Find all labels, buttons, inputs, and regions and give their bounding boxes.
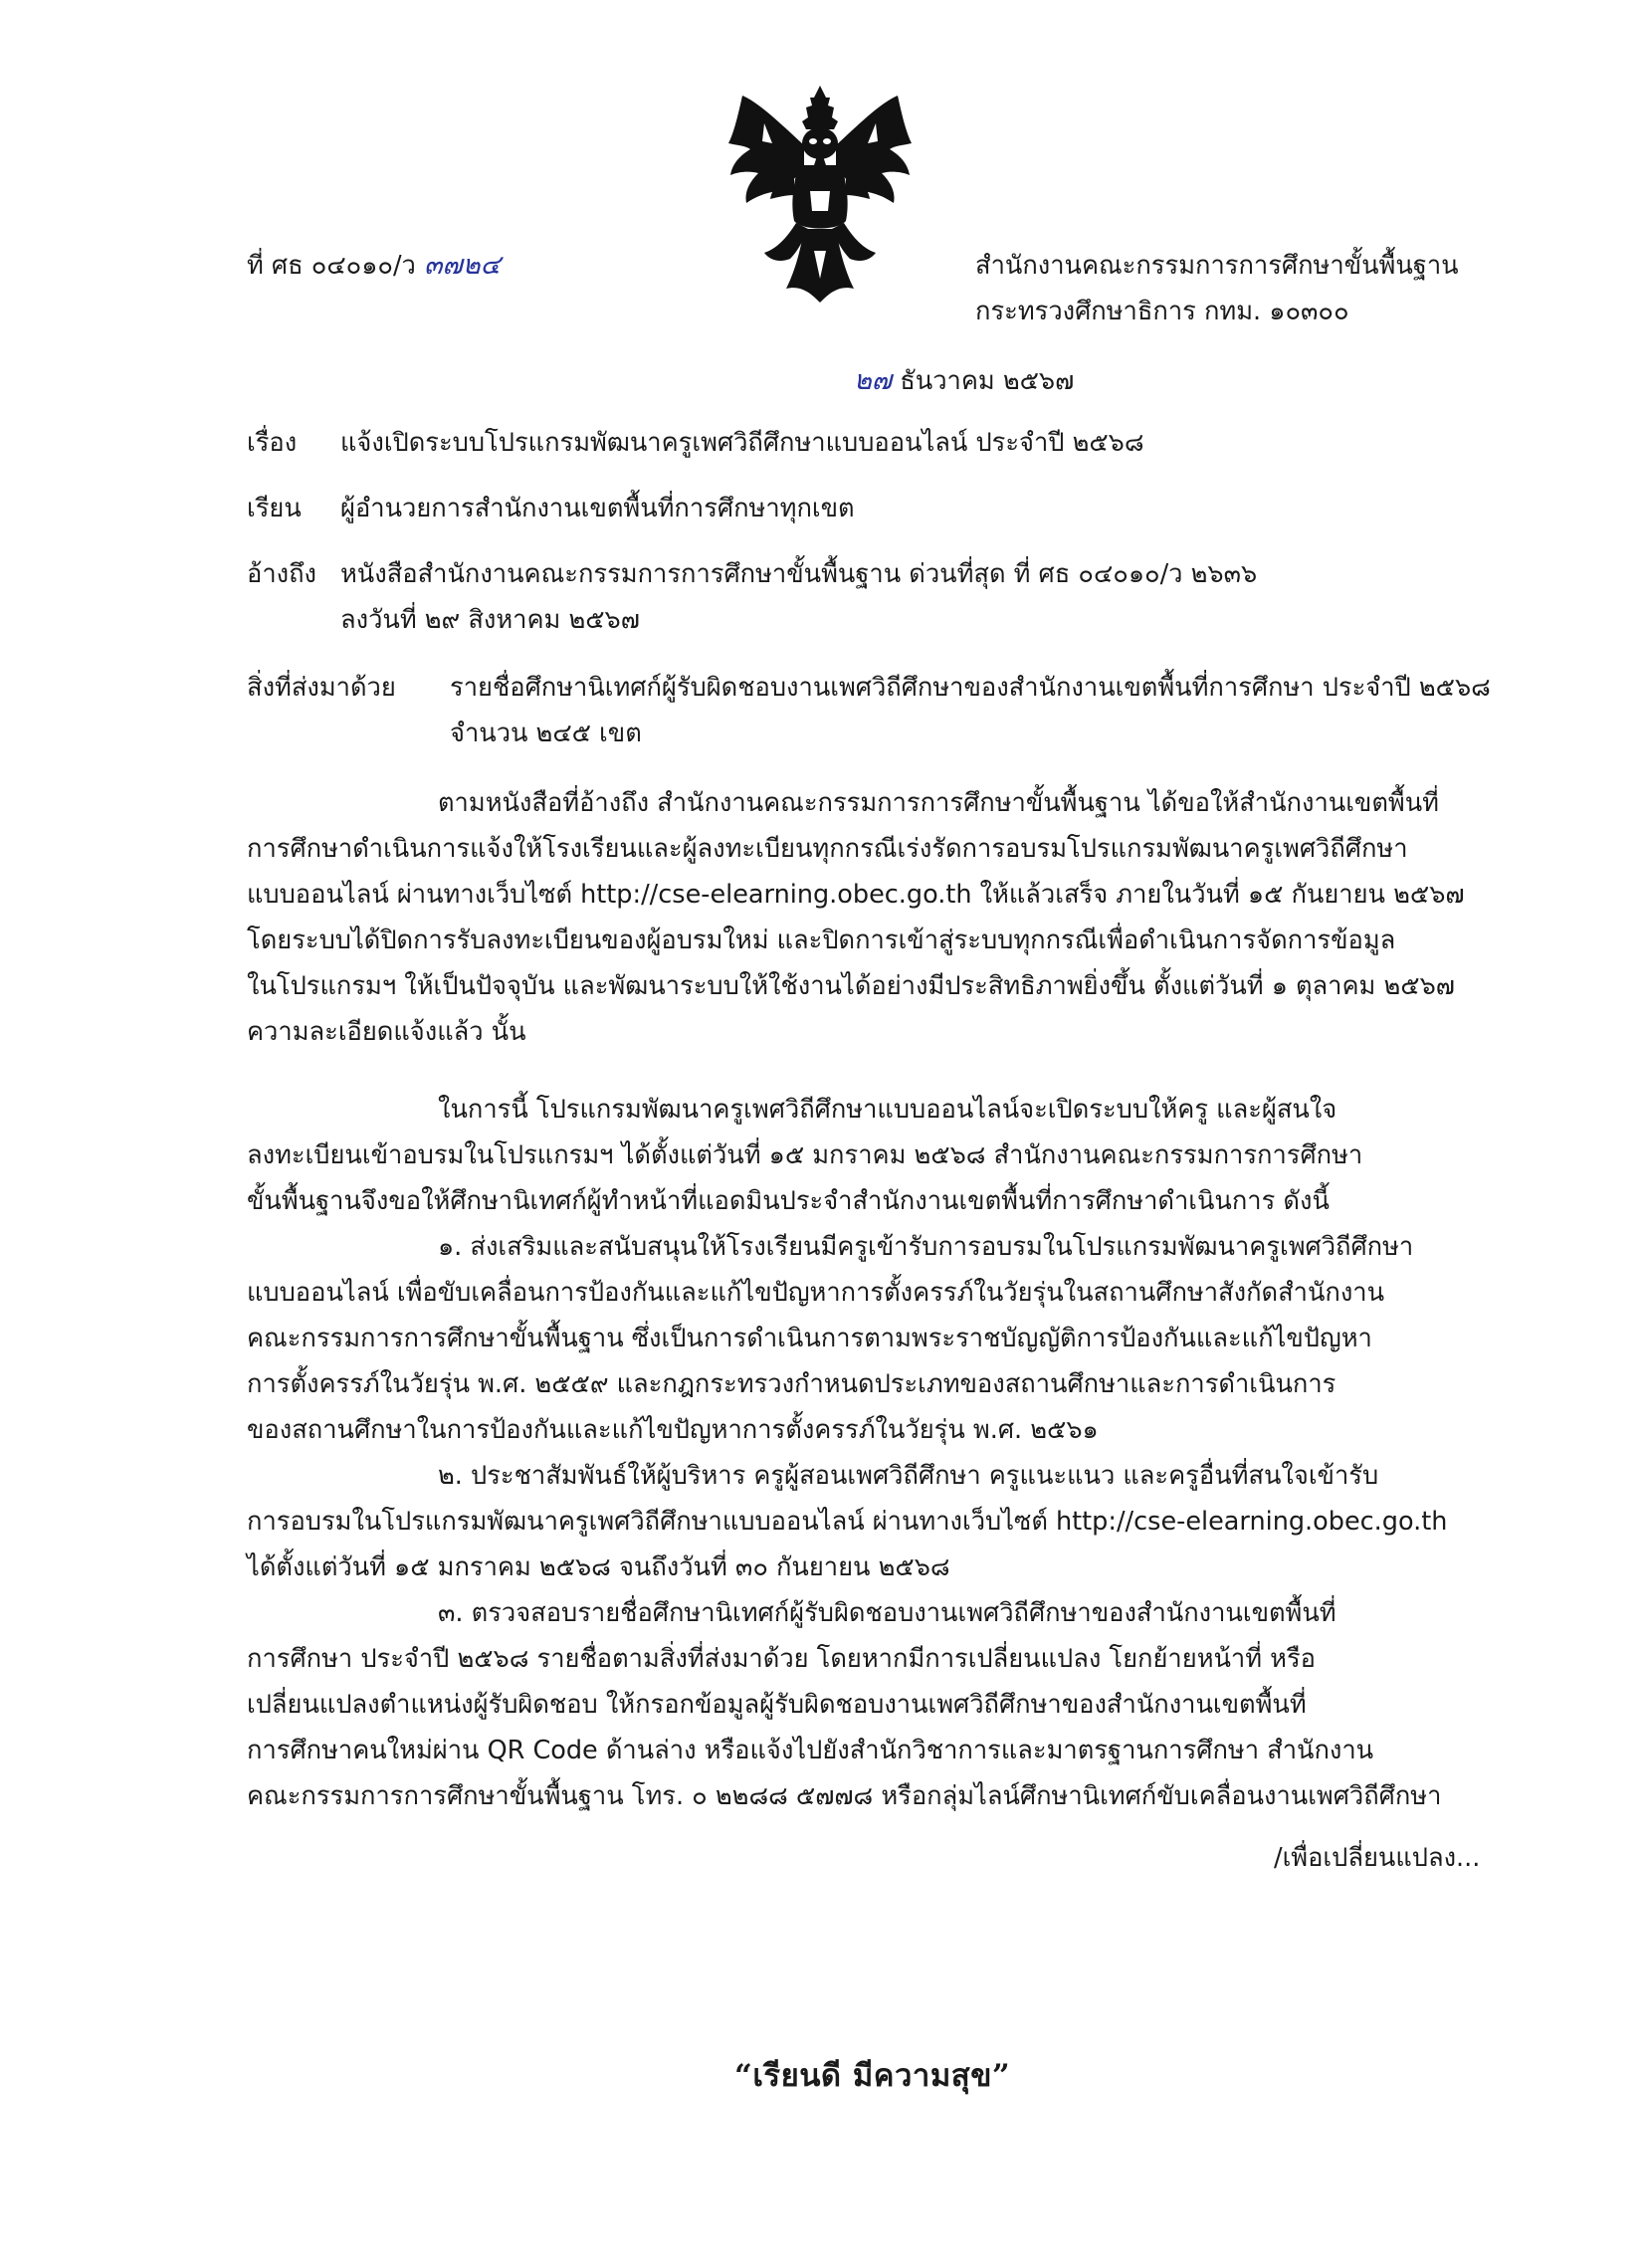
paragraph-1-line: โดยระบบได้ปิดการรับลงทะเบียนของผู้อบรมใหม่ และปิดการเข้าสู่ระบบทุกกรณีเพื่อดำเนินการจัดการข้อมูล (247, 926, 1396, 955)
letter-date (854, 364, 1074, 398)
paragraph-2-line: ขั้นพื้นฐานจึงขอให้ศึกษานิเทศก์ผู้ทำหน้าที่แอดมินประจำสำนักงานเขตพื้นที่การศึกษาดำเนินการ ดังนี้ (247, 1186, 1330, 1216)
item-1-line: คณะกรรมการการศึกษาขั้นพื้นฐาน ซึ่งเป็นการดำเนินการตามพระราชบัญญัติการป้องกันและแก้ไขปัญหา (247, 1324, 1372, 1353)
garuda-emblem-icon (724, 84, 916, 305)
paragraph-1-line: แบบออนไลน์ ผ่านทางเว็บไซต์ http://cse-elearning.obec.go.th ให้แล้วเสร็จ ภายในวันที่ ๑๕ กันยายน ๒๕๖๗ (247, 880, 1465, 910)
paragraph-1-line: ตามหนังสือที่อ้างถึง สำนักงานคณะกรรมการการศึกษาขั้นพื้นฐาน ได้ขอให้สำนักงานเขตพื้นที่ (438, 788, 1439, 818)
subject-label: เรื่อง (247, 428, 298, 458)
item-1-line: การตั้งครรภ์ในวัยรุ่น พ.ศ. ๒๕๕๙ และกฎกระทรวงกำหนดประเภทของสถานศึกษาและการดำเนินการ (247, 1369, 1337, 1399)
paragraph-2-line: ในการนี้ โปรแกรมพัฒนาครูเพศวิถีศึกษาแบบออนไลน์จะเปิดระบบให้ครู และผู้สนใจ (438, 1095, 1337, 1125)
org-name: สำนักงานคณะกรรมการการศึกษาขั้นพื้นฐาน (975, 251, 1459, 281)
to-label: เรียน (247, 494, 302, 523)
item-1-line: ๑. ส่งเสริมและสนับสนุนให้โรงเรียนมีครูเข้ารับการอบรมในโปรแกรมพัฒนาครูเพศวิถีศึกษา (438, 1232, 1414, 1262)
reference-text-line2: ลงวันที่ ๒๙ สิงหาคม ๒๕๖๗ (340, 605, 640, 635)
continuation-marker: /เพื่อเปลี่ยนแปลง... (1274, 1843, 1481, 1873)
date-month-year: ธันวาคม ๒๕๖๗ (900, 366, 1075, 396)
item-2-line: ได้ตั้งแต่วันที่ ๑๕ มกราคม ๒๕๖๘ จนถึงวันที่ ๓๐ กันยายน ๒๕๖๘ (247, 1552, 950, 1582)
reference-number (247, 249, 501, 283)
item-1-line: ของสถานศึกษาในการป้องกันและแก้ไขปัญหาการตั้งครรภ์ในวัยรุ่น พ.ศ. ๒๕๖๑ (247, 1415, 1099, 1445)
reference-prefix: ที่ ศธ ๐๔๐๑๐/ว (247, 251, 416, 281)
enclosure-line2: จำนวน ๒๔๕ เขต (450, 719, 642, 748)
handwritten-reference-number: ๓๗๒๔ (423, 250, 501, 281)
subject-text: แจ้งเปิดระบบโปรแกรมพัฒนาครูเพศวิถีศึกษาแบบออนไลน์ ประจำปี ๒๕๖๘ (340, 428, 1144, 458)
item-3-line: เปลี่ยนแปลงตำแหน่งผู้รับผิดชอบ ให้กรอกข้อมูลผู้รับผิดชอบงานเพศวิถีศึกษาของสำนักงานเขตพื้นที่ (247, 1690, 1307, 1720)
org-address: กระทรวงศึกษาธิการ กทม. ๑๐๓๐๐ (975, 297, 1349, 326)
item-2-line: ๒. ประชาสัมพันธ์ให้ผู้บริหาร ครูผู้สอนเพศวิถีศึกษา ครูแนะแนว และครูอื่นที่สนใจเข้ารับ (438, 1461, 1379, 1491)
item-3-line: คณะกรรมการการศึกษาขั้นพื้นฐาน โทร. ๐ ๒๒๘๘ ๕๗๗๘ หรือกลุ่มไลน์ศึกษานิเทศก์ขับเคลื่อนงานเพศวิถีศึกษา (247, 1781, 1442, 1811)
handwritten-date-day: ๒๗ (854, 365, 893, 396)
item-3-line: การศึกษา ประจำปี ๒๕๖๘ รายชื่อตามสิ่งที่ส่งมาด้วย โดยหากมีการเปลี่ยนแปลง โยกย้ายหน้าที่ หรือ (247, 1644, 1316, 1674)
reference-text-line1: หนังสือสำนักงานคณะกรรมการการศึกษาขั้นพื้นฐาน ด่วนที่สุด ที่ ศธ ๐๔๐๑๐/ว ๒๖๓๖ (340, 559, 1258, 589)
paragraph-2-line: ลงทะเบียนเข้าอบรมในโปรแกรมฯ ได้ตั้งแต่วันที่ ๑๕ มกราคม ๒๕๖๘ สำนักงานคณะกรรมการการศึกษา (247, 1140, 1363, 1170)
item-2-line: การอบรมในโปรแกรมพัฒนาครูเพศวิถีศึกษาแบบออนไลน์ ผ่านทางเว็บไซต์ http://cse-elearning.obec.go.th (247, 1507, 1448, 1537)
to-text: ผู้อำนวยการสำนักงานเขตพื้นที่การศึกษาทุกเขต (340, 494, 855, 523)
item-3-line: ๓. ตรวจสอบรายชื่อศึกษานิเทศก์ผู้รับผิดชอบงานเพศวิถีศึกษาของสำนักงานเขตพื้นที่ (438, 1598, 1337, 1628)
paragraph-1-line: ความละเอียดแจ้งแล้ว นั้น (247, 1017, 526, 1047)
item-1-line: แบบออนไลน์ เพื่อขับเคลื่อนการป้องกันและแก้ไขปัญหาการตั้งครรภ์ในวัยรุ่นในสถานศึกษาสังกัดสำนักงาน (247, 1278, 1385, 1308)
paragraph-1-line: ในโปรแกรมฯ ให้เป็นปัจจุบัน และพัฒนาระบบให้ใช้งานได้อย่างมีประสิทธิภาพยิ่งขึ้น ตั้งแต่วันที่ ๑ ตุลาคม ๒๕๖๗ (247, 971, 1455, 1001)
item-3-line: การศึกษาคนใหม่ผ่าน QR Code ด้านล่าง หรือแจ้งไปยังสำนักวิชาการและมาตรฐานการศึกษา สำนักงาน (247, 1736, 1374, 1765)
reference-label: อ้างถึง (247, 559, 316, 589)
enclosure-label: สิ่งที่ส่งมาด้วย (247, 673, 396, 703)
paragraph-1-line: การศึกษาดำเนินการแจ้งให้โรงเรียนและผู้ลงทะเบียนทุกกรณีเร่งรัดการอบรมโปรแกรมพัฒนาครูเพศวิถีศึกษา (247, 834, 1408, 864)
enclosure-line1: รายชื่อศึกษานิเทศก์ผู้รับผิดชอบงานเพศวิถีศึกษาของสำนักงานเขตพื้นที่การศึกษา ประจำปี ๒๕๖๘ (450, 673, 1491, 703)
footer-motto: “เรียนดี มีความสุข” (734, 2058, 1011, 2094)
